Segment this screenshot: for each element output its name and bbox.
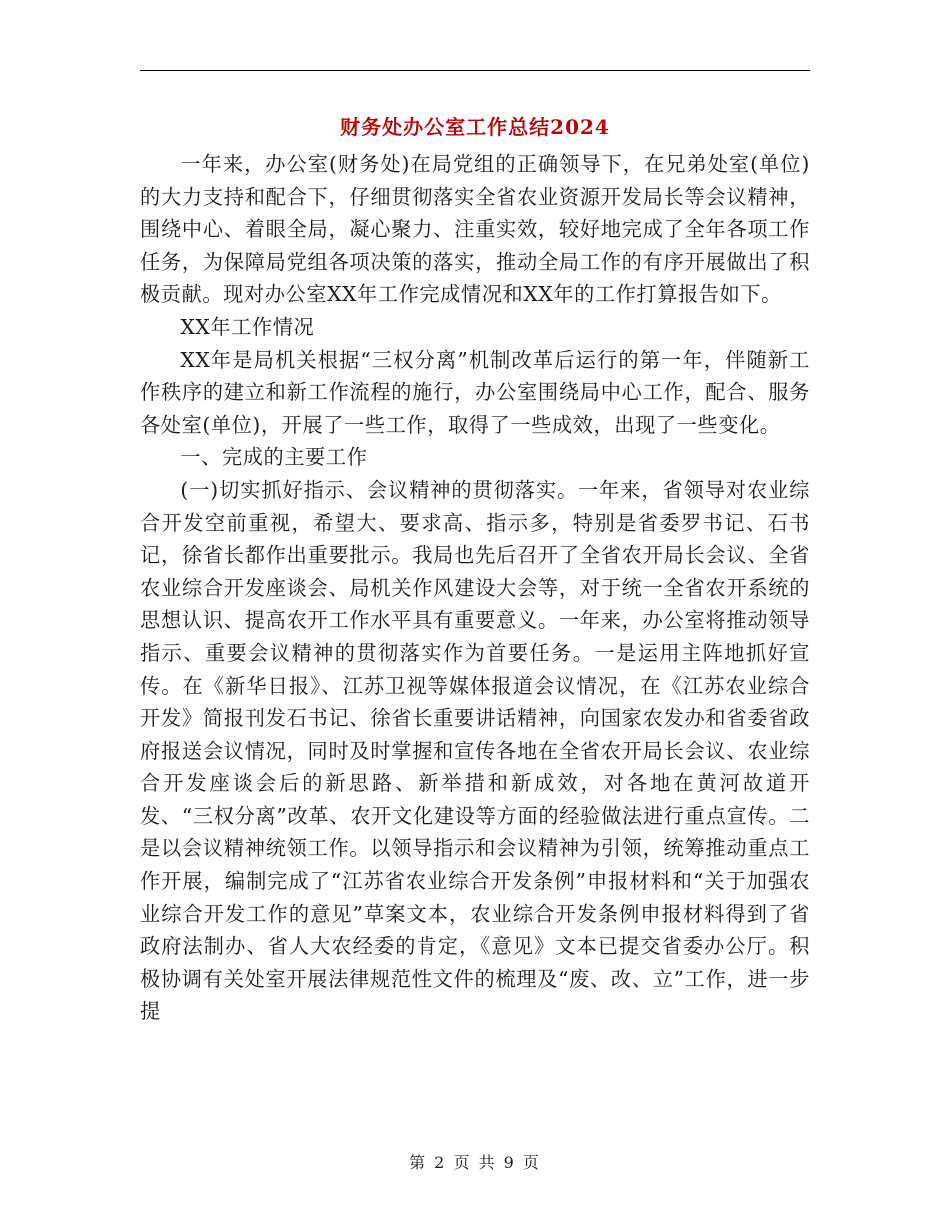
paragraph-subheading: 一、完成的主要工作 xyxy=(180,445,368,470)
page-footer xyxy=(0,1150,950,1173)
paragraph-item-1: (一)切实抓好指示、会议精神的贯彻落实。一年来，省领导对农业综合开发空前重视，希望大、要求高、指示多，特别是省委罗书记、石书记，徐省长都作出重要批示。我局也先后召开了全省农开局长会议、全省农业综合开发座谈会、局机关作风建设大会等，对于统一全省农开系统的思想认识、提高农开工作水平具有重要意义。一年来，办公室将推动领导指示、重要会议精神的贯彻落实作为首要任务。一是运用主阵地抓好宣传。在《新华日报》、江苏卫视等媒体报道会议情况，在《江苏农业综合开发》简报刊发石书记、徐省长重要讲话精神，向国家农发办和省委省政府报送会议情况，同时及时掌握和宣传各地在全省农开局长会议、农业综合开发座谈会后的新思路、新举措和新成效，对各地在黄河故道开发、“三权分离”改革、农开文化建设等方面的经验做法进行重点宣传。二是以会议精神统领工作。以领导指示和会议精神为引领，统筹推动重点工作开展，编制完成了“江苏省农业综合开发条例”申报材料和“关于加强农业综合开发工作的意见”草案文本，农业综合开发条例申报材料得到了省政府法制办、省人大农经委的肯定，《意见》文本已提交省委办公厅。积极协调有关处室开展法律规范性文件的梳理及“废、改、立”工作，进一步提 xyxy=(140,477,810,1024)
footer-suffix: 页 xyxy=(522,1153,541,1172)
footer-page-number: 2 xyxy=(434,1153,447,1172)
footer-middle: 页 共 xyxy=(453,1153,497,1172)
document-title: 财务处办公室工作总结2024 xyxy=(340,115,610,139)
paragraph-overview: XX年是局机关根据“三权分离”机制改革后运行的第一年，伴随新工作秩序的建立和新工作流程的施行，办公室围绕局中心工作，配合、服务各处室(单位)，开展了一些工作，取得了一些成效，出现了一些变化。 xyxy=(140,347,810,437)
document-body xyxy=(140,148,810,1028)
footer-prefix: 第 xyxy=(409,1153,428,1172)
footer-total-pages: 9 xyxy=(503,1153,516,1172)
paragraph-section-heading: XX年工作情况 xyxy=(180,314,315,339)
paragraph-intro: 一年来，办公室(财务处)在局党组的正确领导下，在兄弟处室(单位)的大力支持和配合下，仔细贯彻落实全省农业资源开发局长等会议精神，围绕中心、着眼全局，凝心聚力、注重实效，较好地完成了全年各项工作任务，为保障局党组各项决策的落实，推动全局工作的有序开展做出了积极贡献。现对办公室XX年工作完成情况和XX年的工作打算报告如下。 xyxy=(140,152,810,307)
header-rule xyxy=(140,70,810,71)
